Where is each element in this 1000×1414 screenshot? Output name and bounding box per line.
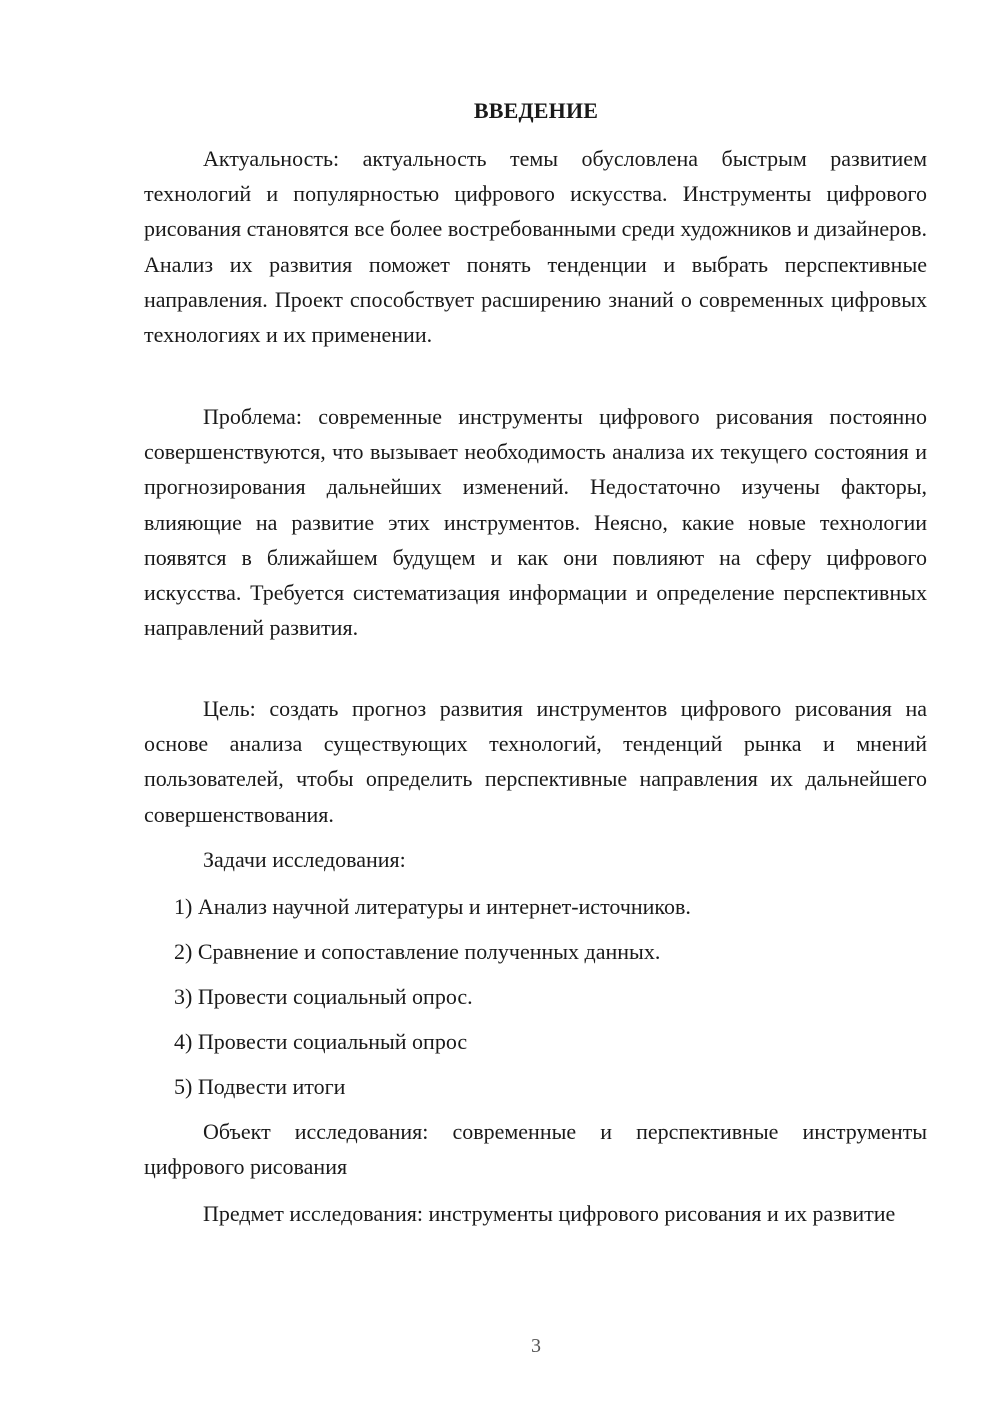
section-heading: ВВЕДЕНИЕ <box>473 98 599 123</box>
problem-paragraph: Проблема: современные инструменты цифрового рисования постоянно совершенствуются, что вызывает необходимость анализа их текущего состояния и прогнозирования дальнейших изменений. Недостаточно изучены факторы, влияющие на развитие этих инструментов. Неясно, какие новые технологии появятся в ближайшем будущем и как они повлияют на сферу цифрового искусства. Требуется систематизация информации и определение перспективных направлений развития. <box>144 404 927 641</box>
goal-paragraph: Цель: создать прогноз развития инструментов цифрового рисования на основе анализа существующих технологий, тенденций рынка и мнений пользователей, чтобы определить перспективные направления их дальнейшего совершенствования. <box>144 696 927 827</box>
relevance-paragraph: Актуальность: актуальность темы обусловлена быстрым развитием технологий и популярностью цифрового искусства. Инструменты цифрового рисования становятся все более востребованными среди художников и дизайнеров. Анализ их развития поможет понять тенденции и выбрать перспективные направления. Проект способствует расширению знаний о современных цифровых технологиях и их применении. <box>144 146 927 348</box>
task-item: 5) Подвести итоги <box>174 1074 346 1099</box>
subject-paragraph: Предмет исследования: инструменты цифрового рисования и их развитие <box>203 1201 896 1226</box>
task-item: 1) Анализ научной литературы и интернет-источников. <box>174 894 691 919</box>
task-item: 3) Провести социальный опрос. <box>174 984 473 1009</box>
tasks-heading: Задачи исследования: <box>203 847 406 872</box>
object-paragraph: Объект исследования: современные и перспективные инструменты цифрового рисования <box>144 1119 927 1180</box>
task-item: 4) Провести социальный опрос <box>174 1029 468 1054</box>
task-item: 2) Сравнение и сопоставление полученных данных. <box>174 939 661 964</box>
page-number: 3 <box>531 1335 541 1357</box>
